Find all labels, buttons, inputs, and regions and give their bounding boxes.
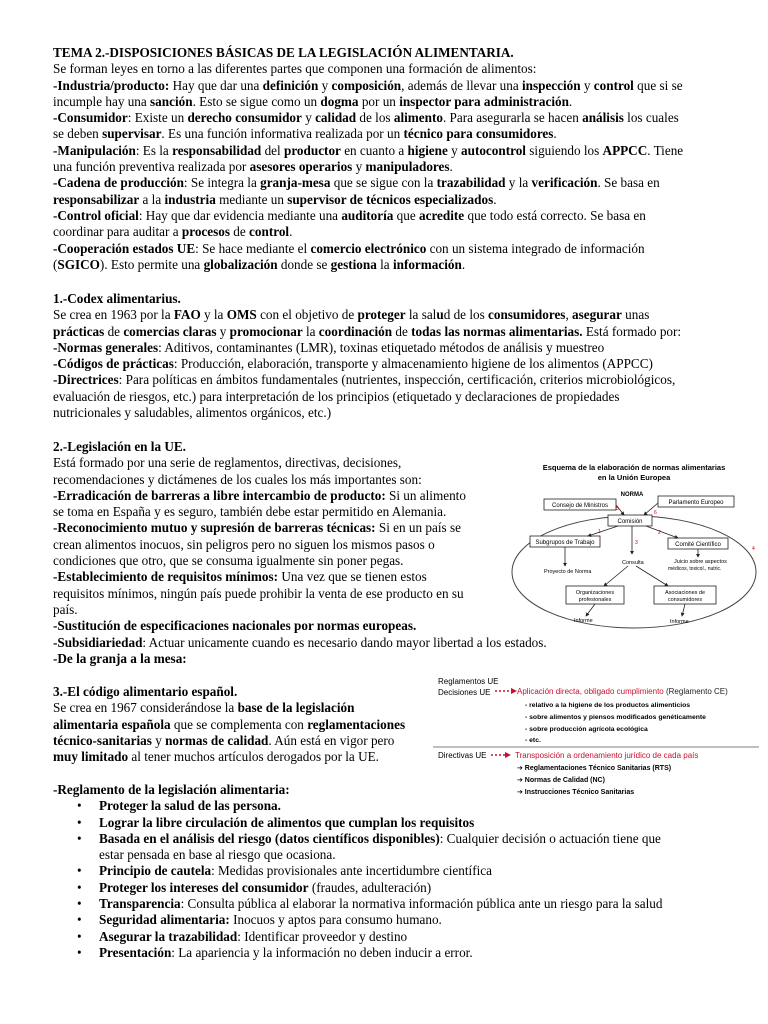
norma-label: NORMA — [620, 492, 644, 498]
dir-arrowhead — [505, 752, 511, 758]
reg-heading: -Reglamento de la legislación alimentaria: — [53, 782, 290, 797]
list-item: • Proteger la salud de las persona. — [53, 798, 723, 814]
reg-item: - sobre producción agrícola ecológica — [525, 726, 648, 733]
subgrupos-label: Subgrupos de Trabajo — [535, 540, 595, 546]
document-title: TEMA 2.-DISPOSICIONES BÁSICAS DE LA LEGISLACIÓN ALIMENTARIA. — [53, 45, 514, 60]
informe-left-label: Informe — [574, 618, 593, 624]
text-line: prácticas de comercias claras y promocionar la coordinación de todas las normas alimentarias. Está formado por: — [53, 323, 682, 339]
text-line: se toma en España y es seguro, también debe estar permitido en Alemania. — [53, 504, 447, 520]
list-item: • Asegurar la trazabilidad: Identificar proveedor y destino — [53, 929, 723, 945]
text-line: -Consumidor: Existe un derecho consumidor y calidad de los alimento. Para asegurarla se hacen análisis los cuales — [53, 110, 679, 126]
codex-section — [53, 291, 723, 421]
text-line: recomendaciones y dictámenes de los cuales los más importantes son: — [53, 471, 422, 487]
list-item: • Transparencia: Consulta pública al elaborar la normativa información pública ante un riesgo para la salud — [53, 896, 723, 912]
list-item: • Basada en el análisis del riesgo (datos científicos disponibles): Cualquier decisión o actuación tiene que estar pensada en base al riesgo que ocasiona. — [53, 831, 723, 864]
text-line: -Sustitución de especificaciones nacionales por normas europeas. — [53, 618, 417, 634]
text-line: Se forman leyes en torno a las diferentes partes que componen una formación de alimentos: — [53, 61, 537, 77]
text-line: evaluación de riesgos, etc.) para interpretación de los principios (etiquetado y declaraciones de propiedades — [53, 388, 620, 404]
step-number: 4 — [752, 546, 755, 552]
codex-paragraph — [53, 307, 723, 421]
arrow — [586, 604, 595, 616]
text-line: Está formado por una serie de reglamentos, directivas, decisiones, — [53, 455, 402, 471]
text-line: -Códigos de prácticas: Producción, elaboración, transporte y almacenamiento higiene de los alimentos (APPCC) — [53, 356, 653, 372]
list-item: • Seguridad alimentaria: Inocuos y aptos para consumo humano. — [53, 912, 723, 928]
dir-title: Transposición a ordenamiento jurídico de cada país — [515, 751, 699, 760]
reg-item: - sobre alimentos y piensos modificados genéticamente — [525, 714, 706, 721]
comision-label: Comisión — [617, 519, 643, 525]
text-line: -Reconocimiento mutuo y supresión de barreras técnicas: Si en un país se — [53, 520, 461, 536]
consejo-label: Consejo de Ministros — [551, 503, 609, 509]
intro-section — [53, 45, 723, 273]
text-line: se deben supervisar. Es una función informativa realizada por un técnico para consumidores. — [53, 126, 557, 142]
reg-section — [53, 782, 723, 961]
consulta-label: Consulta — [622, 560, 644, 566]
text-line: -Directrices: Para políticas en ámbitos fundamentales (nutrientes, inspección, certificación, criterios microbiológicos, — [53, 372, 676, 388]
reg-label-line2: Decisiones UE — [438, 688, 491, 697]
reg-title: Aplicación directa, obligado cumplimiento (Reglamento CE) — [517, 687, 728, 696]
eu-legal-instruments-diagram — [433, 672, 759, 802]
eu-norms-diagram — [508, 458, 760, 630]
reg-label-line1: Reglamentos UE — [438, 677, 499, 686]
asoc-label-line2: consumidores — [667, 597, 703, 603]
parlamento-label: Parlamento Europeo — [668, 500, 724, 506]
es-section — [53, 684, 423, 765]
dir-item: ➔ Reglamentaciones Técnico Sanitarias (RTS) — [517, 765, 672, 772]
dir-item: ➔ Instrucciones Técnico Sanitarias — [517, 789, 635, 796]
proyecto-label: Proyecto de Norma — [544, 569, 592, 575]
text-line: -De la granja a la mesa: — [53, 650, 187, 666]
ue-heading: 2.-Legislación en la UE. — [53, 439, 186, 454]
text-line: requisitos mínimos, ningún país puede prohibir la venta de ese producto en su — [53, 585, 464, 601]
step-number: 3 — [635, 540, 638, 546]
list-item: • Proteger los intereses del consumidor (fraudes, adulteración) — [53, 880, 723, 896]
reg-item: - relativo a la higiene de los productos alimenticios — [525, 702, 691, 709]
text-line: muy limitado al tener muchos artículos derogados por la UE. — [53, 749, 379, 765]
diagram-title-line2: en la Unión Europea — [597, 473, 671, 482]
text-line: -Normas generales: Aditivos, contaminantes (LMR), toxinas etiquetado métodos de análisis y muestreo — [53, 339, 605, 355]
list-item: • Presentación: La apariencia y la información no deben inducir a error. — [53, 945, 723, 961]
text-line: alimentaria española que se complementa con reglamentaciones — [53, 716, 406, 732]
text-line: -Manipulación: Es la responsabilidad del productor en cuanto a higiene y autocontrol siguiendo los APPCC. Tiene — [53, 142, 684, 158]
arrow — [682, 604, 685, 616]
dir-item: ➔ Normas de Calidad (NC) — [517, 777, 605, 784]
text-line: -Erradicación de barreras a libre intercambio de producto: Si un alimento — [53, 487, 466, 503]
list-item: • Principio de cautela: Medidas provisionales ante incertidumbre científica — [53, 863, 723, 879]
intro-paragraph — [53, 61, 723, 273]
text-line: nutricionales y saludables, alimentos orgánicos, etc.) — [53, 405, 332, 421]
text-line: responsabilizar a la industria mediante un supervisor de técnicos especializados. — [53, 191, 497, 207]
step-number: 1 — [598, 529, 601, 535]
text-line: -Industria/producto: Hay que dar una definición y composición, además de llevar una inspección y control que si se — [53, 77, 683, 93]
text-line: Se crea en 1967 considerándose la base de la legislación — [53, 700, 355, 716]
list-item-continuation: estar pensada en base al riesgo que ocasiona. — [99, 847, 336, 863]
step-number: 5 — [616, 506, 619, 512]
text-line: (SGICO). Esto permite una globalización donde se gestiona la información. — [53, 256, 466, 272]
list-item: • Lograr la libre circulación de alimentos que cumplan los requisitos — [53, 815, 723, 831]
step-number: 6 — [654, 510, 657, 516]
es-paragraph — [53, 700, 423, 765]
codex-heading: 1.-Codex alimentarius. — [53, 291, 181, 306]
text-line: coordinar para auditar a procesos de control. — [53, 224, 293, 240]
diagram-title-line1: Esquema de la elaboración de normas alimentarias — [542, 463, 726, 472]
org-label-line1: Organizaciones — [575, 590, 615, 596]
text-line: crean alimentos inocuos, sin peligros pero no siguen los mismos pasos o — [53, 536, 435, 552]
comite-label: Comité Científico — [675, 542, 721, 548]
arrow — [588, 526, 618, 536]
text-line: -Control oficial: Hay que dar evidencia mediante una auditoría que acredite que todo está correcto. Se basa en — [53, 207, 646, 223]
text-line: técnico-sanitarias y normas de calidad. Aún está en vigor pero — [53, 732, 395, 748]
reg-list — [53, 798, 723, 961]
arrow — [604, 566, 628, 586]
text-line: una función preventiva realizada por asesores operarios y manipuladores. — [53, 159, 453, 175]
text-line: incumple hay una sanción. Esto se sigue como un dogma por un inspector para administración. — [53, 93, 573, 109]
text-line: -Cooperación estados UE: Se hace mediante el comercio electrónico con un sistema integrado de información — [53, 240, 645, 256]
text-line: país. — [53, 601, 78, 617]
step-number: 2 — [658, 530, 661, 536]
informe-right-label: Informe — [670, 619, 689, 625]
es-heading: 3.-El código alimentario español. — [53, 684, 238, 699]
text-line: condiciones que otro, que se consuma igualmente sin poner pegas. — [53, 553, 404, 569]
juicio-label-line1: Juicio sobre aspectos — [674, 559, 727, 565]
reg-item: - etc. — [525, 737, 541, 744]
text-line: Se crea en 1963 por la FAO y la OMS con el objetivo de proteger la salud de los consumidores, asegurar unas — [53, 307, 650, 323]
text-line: -Cadena de producción: Se integra la granja-mesa que se sigue con la trazabilidad y la verificación. Se basa en — [53, 175, 660, 191]
text-line: -Establecimiento de requisitos mínimos: Una vez que se tienen estos — [53, 569, 427, 585]
arrow — [646, 526, 678, 538]
org-label-line2: profesionales — [578, 597, 612, 603]
dir-label: Directivas UE — [438, 751, 487, 760]
juicio-label-line2: médicos, toxicol., nutric. — [668, 566, 722, 572]
text-line: -Subsidiariedad: Actuar unicamente cuando es necesario dando mayor libertad a los estados. — [53, 634, 547, 650]
arrow — [636, 566, 668, 586]
asoc-label-line1: Asociaciones de — [664, 590, 706, 596]
